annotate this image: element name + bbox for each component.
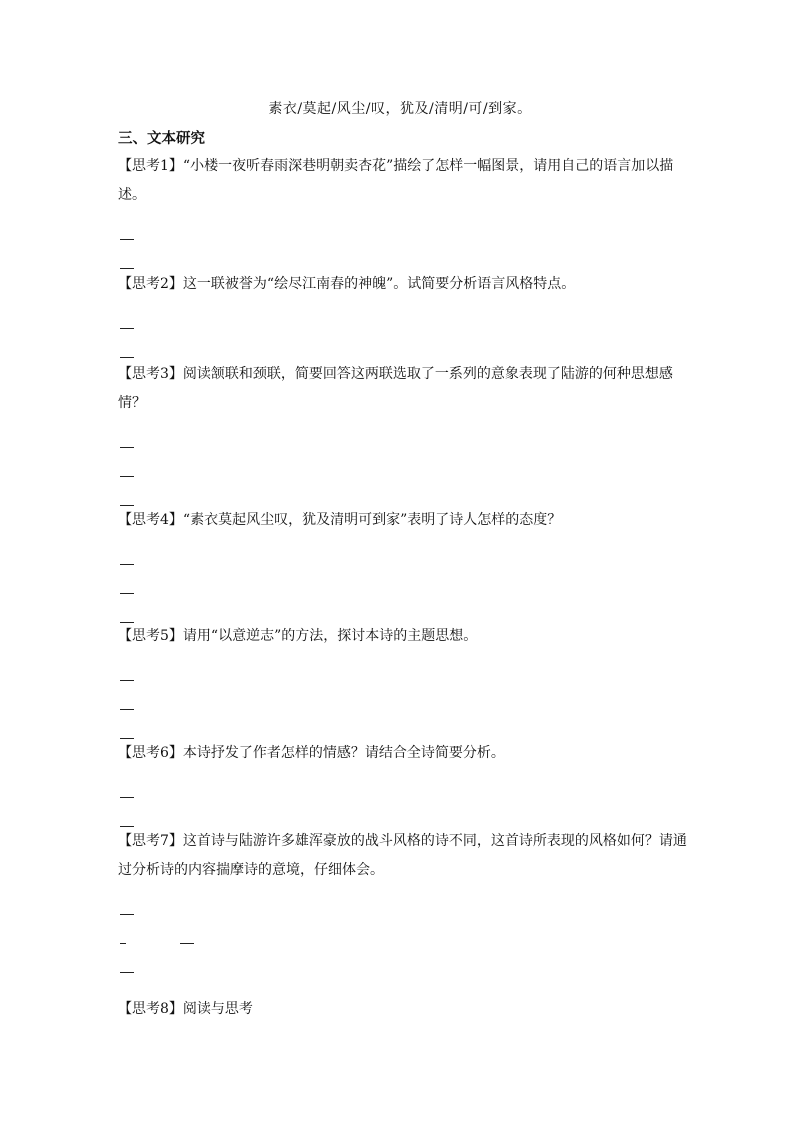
answer-blank-line[interactable] <box>118 928 688 957</box>
question-block <box>118 622 688 752</box>
answer-lines <box>118 899 688 986</box>
answer-blank-line[interactable] <box>118 224 688 253</box>
answer-blank-line[interactable] <box>118 313 688 342</box>
question-block <box>118 270 688 371</box>
answer-blank-line[interactable] <box>118 899 688 928</box>
poem-verse-line: 素衣/莫起/风尘/叹，犹及/清明/可/到家。 <box>268 101 532 117</box>
question-text: 【思考7】这首诗与陆游许多雄浑豪放的战斗风格的诗不同，这首诗所表现的风格如何？请通过分析诗的内容揣摩诗的意境，仔细体会。 <box>118 833 687 878</box>
question-block <box>118 152 688 282</box>
answer-blank-line[interactable] <box>118 665 688 694</box>
question-text: 【思考6】本诗抒发了作者怎样的情感？请结合全诗简要分析。 <box>118 745 505 761</box>
answer-blank-line[interactable] <box>118 694 688 723</box>
question-block <box>118 827 688 986</box>
answer-blank-line[interactable] <box>118 782 688 811</box>
question-text: 【思考3】阅读颔联和颈联，简要回答这两联选取了一系列的意象表现了陆游的何种思想感情？ <box>118 366 673 411</box>
question-block <box>118 506 688 636</box>
question-block <box>118 995 688 1024</box>
question-text: 【思考1】“小楼一夜听春雨深巷明朝卖杏花”描绘了怎样一幅图景，请用自己的语言加以描述。 <box>118 158 674 203</box>
answer-blank-line[interactable] <box>118 432 688 461</box>
answer-blank-line[interactable] <box>118 957 688 986</box>
question-text: 【思考4】“素衣莫起风尘叹，犹及清明可到家”表明了诗人怎样的态度？ <box>118 512 562 528</box>
question-text: 【思考5】请用“以意逆志”的方法，探讨本诗的主题思想。 <box>118 628 478 644</box>
question-text: 【思考8】阅读与思考 <box>118 1001 253 1017</box>
answer-blank-line[interactable] <box>118 549 688 578</box>
question-text: 【思考2】这一联被誉为“绘尽江南春的神魄”。试简要分析语言风格特点。 <box>118 276 576 292</box>
question-block <box>118 360 688 519</box>
answer-blank-line[interactable] <box>118 461 688 490</box>
answer-blank-line[interactable] <box>118 578 688 607</box>
answer-blank-segment <box>180 943 194 944</box>
question-block <box>118 739 688 840</box>
section-heading: 三、文本研究 <box>118 130 205 147</box>
